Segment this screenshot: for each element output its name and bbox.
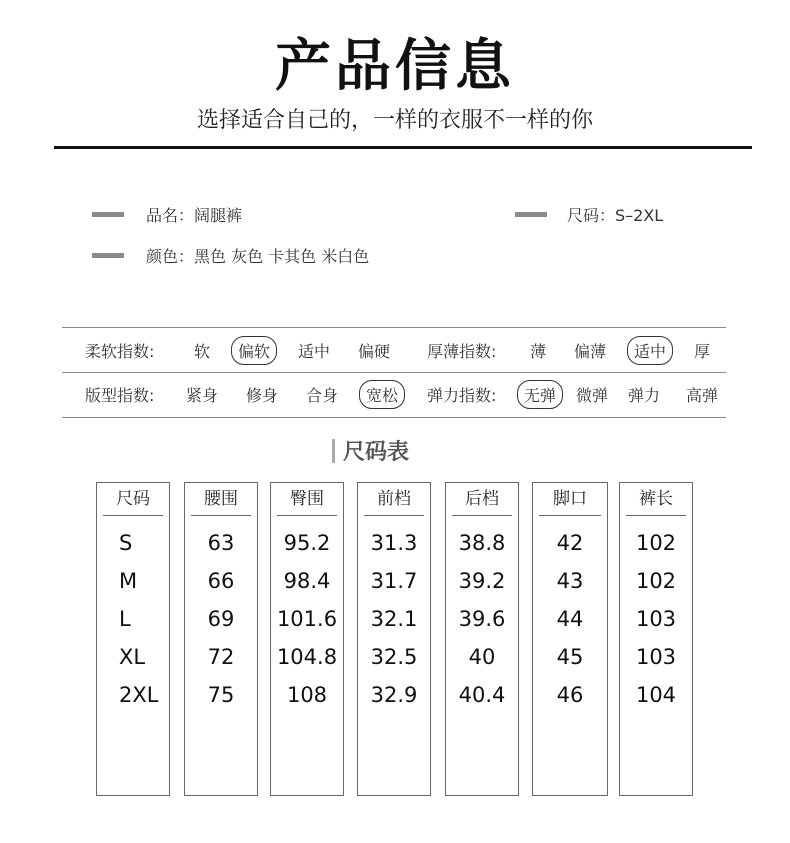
product-name: 品名：阔腿裤 <box>146 206 243 225</box>
waist-column <box>184 482 258 796</box>
column-header: 前档 <box>364 483 424 516</box>
table-cell: 39.6 <box>458 607 506 631</box>
size-table-title <box>332 435 409 466</box>
softness-label: 柔软指数: <box>85 341 155 361</box>
thickness-index <box>427 336 731 365</box>
table-cell: 69 <box>207 607 235 631</box>
elasticity-index <box>427 380 739 409</box>
table-cell: 101.6 <box>276 607 338 631</box>
table-cell: 63 <box>207 531 235 555</box>
attr-bottom-line <box>62 417 726 418</box>
table-cell: 66 <box>207 569 235 593</box>
table-cell: 102 <box>635 531 677 555</box>
elasticity-option: 弹力 <box>628 385 661 405</box>
table-cell: 46 <box>556 683 584 707</box>
bullet-dash-icon <box>515 212 547 217</box>
page-title: 产品信息 <box>275 34 515 99</box>
table-cell: 42 <box>556 531 584 555</box>
table-cell: 31.3 <box>370 531 418 555</box>
table-cell: 75 <box>207 683 235 707</box>
title-divider <box>54 146 752 149</box>
table-cell: 38.8 <box>458 531 506 555</box>
softness-option: 软 <box>194 341 211 361</box>
table-cell: 31.7 <box>370 569 418 593</box>
attr-mid-line <box>62 372 726 373</box>
table-cell: 95.2 <box>283 531 331 555</box>
table-cell: 104.8 <box>276 645 338 669</box>
table-cell: 98.4 <box>283 569 331 593</box>
column-header: 腰围 <box>191 483 251 516</box>
page-subtitle: 选择适合自己的，一样的衣服不一样的你 <box>196 108 593 133</box>
fit-label: 版型指数: <box>85 385 155 405</box>
back-rise-column <box>445 482 519 796</box>
table-cell: L <box>119 607 131 631</box>
info-color-row <box>92 244 369 267</box>
thickness-option-selected: 适中 <box>627 336 673 365</box>
product-size: 尺码：S–2XL <box>567 206 664 225</box>
hip-column <box>270 482 344 796</box>
column-header: 裤长 <box>626 483 686 516</box>
elasticity-label: 弹力指数: <box>427 385 497 405</box>
attr-top-line <box>62 327 726 328</box>
table-cell: 72 <box>207 645 235 669</box>
elasticity-option: 高弹 <box>686 385 719 405</box>
elasticity-option-selected: 无弹 <box>517 380 563 409</box>
table-cell: 104 <box>635 683 677 707</box>
size-column <box>96 482 170 796</box>
column-header: 臀围 <box>277 483 337 516</box>
softness-option: 偏硬 <box>358 341 391 361</box>
column-header: 后档 <box>452 483 512 516</box>
fit-option: 紧身 <box>186 385 219 405</box>
thickness-option: 厚 <box>694 341 711 361</box>
fit-index <box>85 380 427 409</box>
table-cell: 102 <box>635 569 677 593</box>
table-cell: 40 <box>468 645 496 669</box>
title-bar-icon <box>332 439 335 463</box>
thickness-label: 厚薄指数: <box>427 341 497 361</box>
fit-option: 合身 <box>306 385 339 405</box>
info-size-row <box>515 203 663 226</box>
front-rise-column <box>357 482 431 796</box>
fit-option: 修身 <box>246 385 279 405</box>
fit-option-selected: 宽松 <box>359 380 405 409</box>
softness-option: 适中 <box>298 341 331 361</box>
table-cell: 32.9 <box>370 683 418 707</box>
table-cell: M <box>119 569 138 593</box>
elasticity-option: 微弹 <box>576 385 609 405</box>
table-cell: 32.5 <box>370 645 418 669</box>
table-cell: 108 <box>286 683 328 707</box>
table-cell: 43 <box>556 569 584 593</box>
softness-index <box>85 336 427 365</box>
table-cell: 103 <box>635 645 677 669</box>
column-header: 尺码 <box>103 483 163 516</box>
thickness-option: 偏薄 <box>574 341 607 361</box>
info-name-row <box>92 203 242 226</box>
bullet-dash-icon <box>92 253 124 258</box>
column-header: 脚口 <box>539 483 601 516</box>
product-colors: 颜色：黑色 灰色 卡其色 米白色 <box>146 247 370 266</box>
attr-row-1 <box>85 335 731 365</box>
table-cell: S <box>119 531 133 555</box>
table-cell: XL <box>119 645 146 669</box>
attr-row-2 <box>85 379 739 409</box>
table-cell: 45 <box>556 645 584 669</box>
leg-opening-column <box>532 482 608 796</box>
size-table-title-text: 尺码表 <box>343 440 410 465</box>
table-cell: 32.1 <box>370 607 418 631</box>
thickness-option: 薄 <box>530 341 547 361</box>
length-column <box>619 482 693 796</box>
table-cell: 40.4 <box>458 683 506 707</box>
table-cell: 2XL <box>119 683 159 707</box>
bullet-dash-icon <box>92 212 124 217</box>
table-cell: 103 <box>635 607 677 631</box>
softness-option-selected: 偏软 <box>231 336 277 365</box>
table-cell: 44 <box>556 607 584 631</box>
table-cell: 39.2 <box>458 569 506 593</box>
